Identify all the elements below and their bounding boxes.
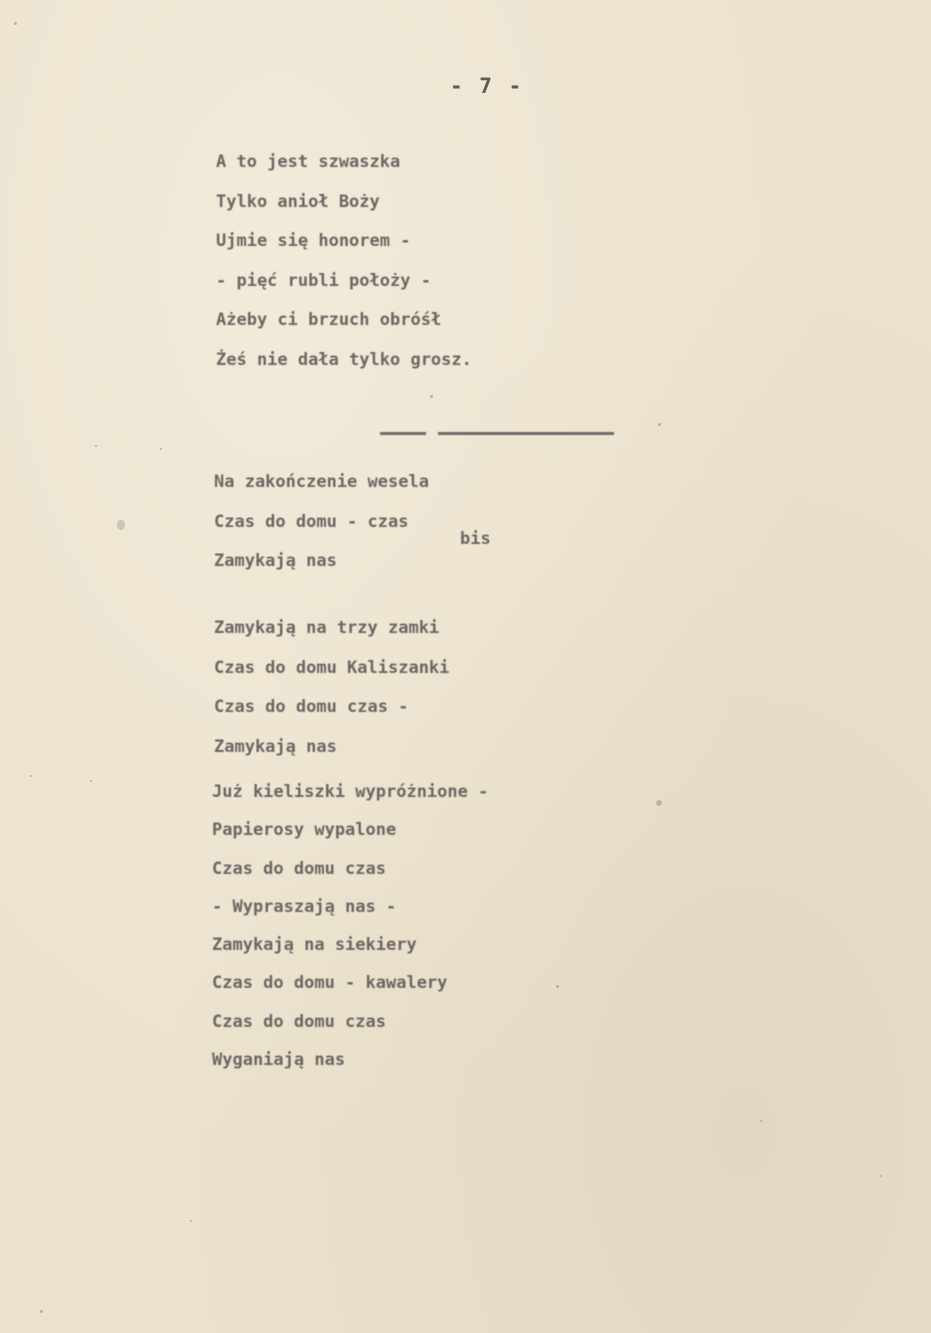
verse-line: A to jest szwaszka: [216, 152, 401, 172]
verse-line: Żeś nie dała tylko grosz.: [216, 349, 472, 370]
section-divider: [438, 432, 614, 435]
paper-speck: [90, 780, 92, 782]
stanza-1: [216, 150, 472, 387]
paper-speck: [190, 1220, 192, 1222]
verse-line: Już kieliszki wypróżnione -: [212, 782, 489, 802]
paper-speck: [556, 985, 559, 988]
paper-speck: [14, 22, 17, 25]
verse-line: Wyganiają nas: [212, 1050, 346, 1071]
verse-line: Czas do domu czas: [212, 858, 386, 879]
paper-speck: [760, 1120, 762, 1122]
verse-line: - Wypraszają nas -: [212, 896, 397, 917]
paper-speck: [160, 448, 162, 450]
paper-speck: [40, 1310, 43, 1313]
stanza-2: [214, 470, 429, 589]
verse-line: Zamykają na siekiery: [212, 935, 417, 956]
repeat-mark: bis: [460, 529, 491, 549]
verse-line: Czas do domu - czas: [214, 511, 409, 532]
verse-line: Na zakończenie wesela: [214, 472, 429, 492]
verse-line: Papierosy wypalone: [212, 820, 397, 841]
stanza-4: [212, 780, 488, 1086]
stanza-3: [214, 616, 449, 774]
verse-line: Zamykają na trzy zamki: [214, 618, 440, 638]
paper-speck: [30, 775, 32, 777]
paper-speck: [880, 1175, 882, 1177]
section-divider: [380, 432, 426, 435]
paper-speck: [658, 423, 661, 426]
verse-line: Zamykają nas: [214, 551, 337, 571]
verse-line: Czas do domu - kawalery: [212, 973, 448, 994]
paper-speck: [430, 395, 433, 398]
verse-line: Ujmie się honorem -: [216, 231, 411, 251]
verse-line: - pięć rubli położy -: [216, 270, 431, 291]
paper-speck: [656, 800, 662, 806]
verse-line: Zamykają nas: [214, 736, 337, 757]
paper-speck: [117, 520, 125, 530]
page-number: - 7 -: [450, 74, 524, 98]
verse-line: Ażeby ci brzuch obróśł: [216, 310, 442, 330]
paper-speck: [95, 445, 97, 447]
verse-line: Tylko anioł Boży: [216, 191, 380, 212]
verse-line: Czas do domu czas: [212, 1011, 386, 1032]
verse-line: Czas do domu Kaliszanki: [214, 657, 450, 678]
verse-line: Czas do domu czas -: [214, 697, 409, 717]
